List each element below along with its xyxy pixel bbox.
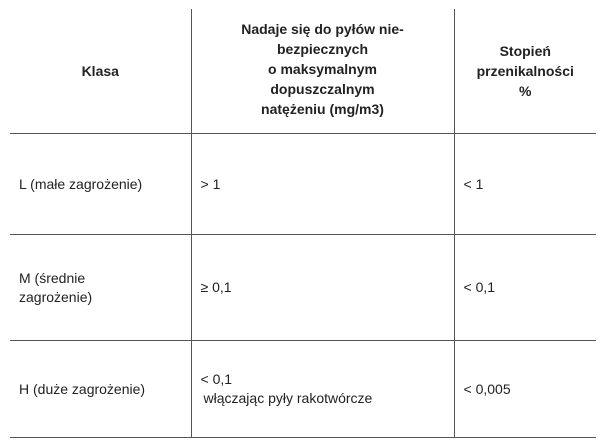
- cell-dust-line: włączając pyły rakotwórcze: [203, 390, 373, 406]
- cell-penetration: [454, 341, 596, 438]
- cell-penetration-value: < 0,005: [463, 380, 511, 397]
- header-dust-line: bezpiecznych: [276, 41, 369, 57]
- table-row-class-h: [10, 341, 596, 438]
- cell-klasa-line: H (duże zagrożenie): [19, 380, 146, 397]
- cell-penetration: [454, 235, 596, 341]
- cell-dust-line: ≥ 0,1: [200, 279, 232, 295]
- table-header-row: [10, 9, 596, 134]
- cell-dust-line: < 0,1: [200, 371, 233, 387]
- cell-klasa-line: M (średnie: [19, 269, 86, 286]
- header-klasa-label: Klasa: [81, 63, 119, 79]
- header-dust-line: natężeniu (mg/m3): [261, 101, 384, 117]
- header-dust-line: Nadaje się do pyłów nie-: [241, 21, 404, 37]
- cell-penetration-value: < 0,1: [463, 279, 496, 295]
- cell-dust-concentration: [191, 341, 454, 438]
- header-dust-line: dopuszczalnym: [270, 81, 375, 97]
- header-dust-concentration: [191, 9, 454, 134]
- cell-dust-line: > 1: [200, 175, 221, 192]
- cell-klasa-line: zagrożenie): [19, 288, 93, 305]
- table-row-class-m: [10, 235, 596, 341]
- cell-klasa: [10, 235, 191, 341]
- cell-dust-concentration: [191, 235, 454, 341]
- header-penetration: [454, 9, 596, 134]
- cell-penetration: [454, 134, 596, 235]
- table-row-class-l: [10, 134, 596, 235]
- cell-dust-concentration: [191, 134, 454, 235]
- cell-klasa-line: L (małe zagrożenie): [19, 175, 143, 192]
- dust-class-table: [10, 9, 596, 438]
- header-penetration-line: przenikalności: [476, 63, 574, 79]
- cell-klasa: [10, 341, 191, 438]
- header-penetration-line: Stopień: [499, 43, 551, 59]
- header-klasa: [10, 9, 191, 134]
- cell-penetration-value: < 1: [463, 175, 484, 192]
- header-penetration-line: %: [519, 83, 532, 99]
- header-dust-line: o maksymalnym: [268, 61, 377, 77]
- cell-klasa: [10, 134, 191, 235]
